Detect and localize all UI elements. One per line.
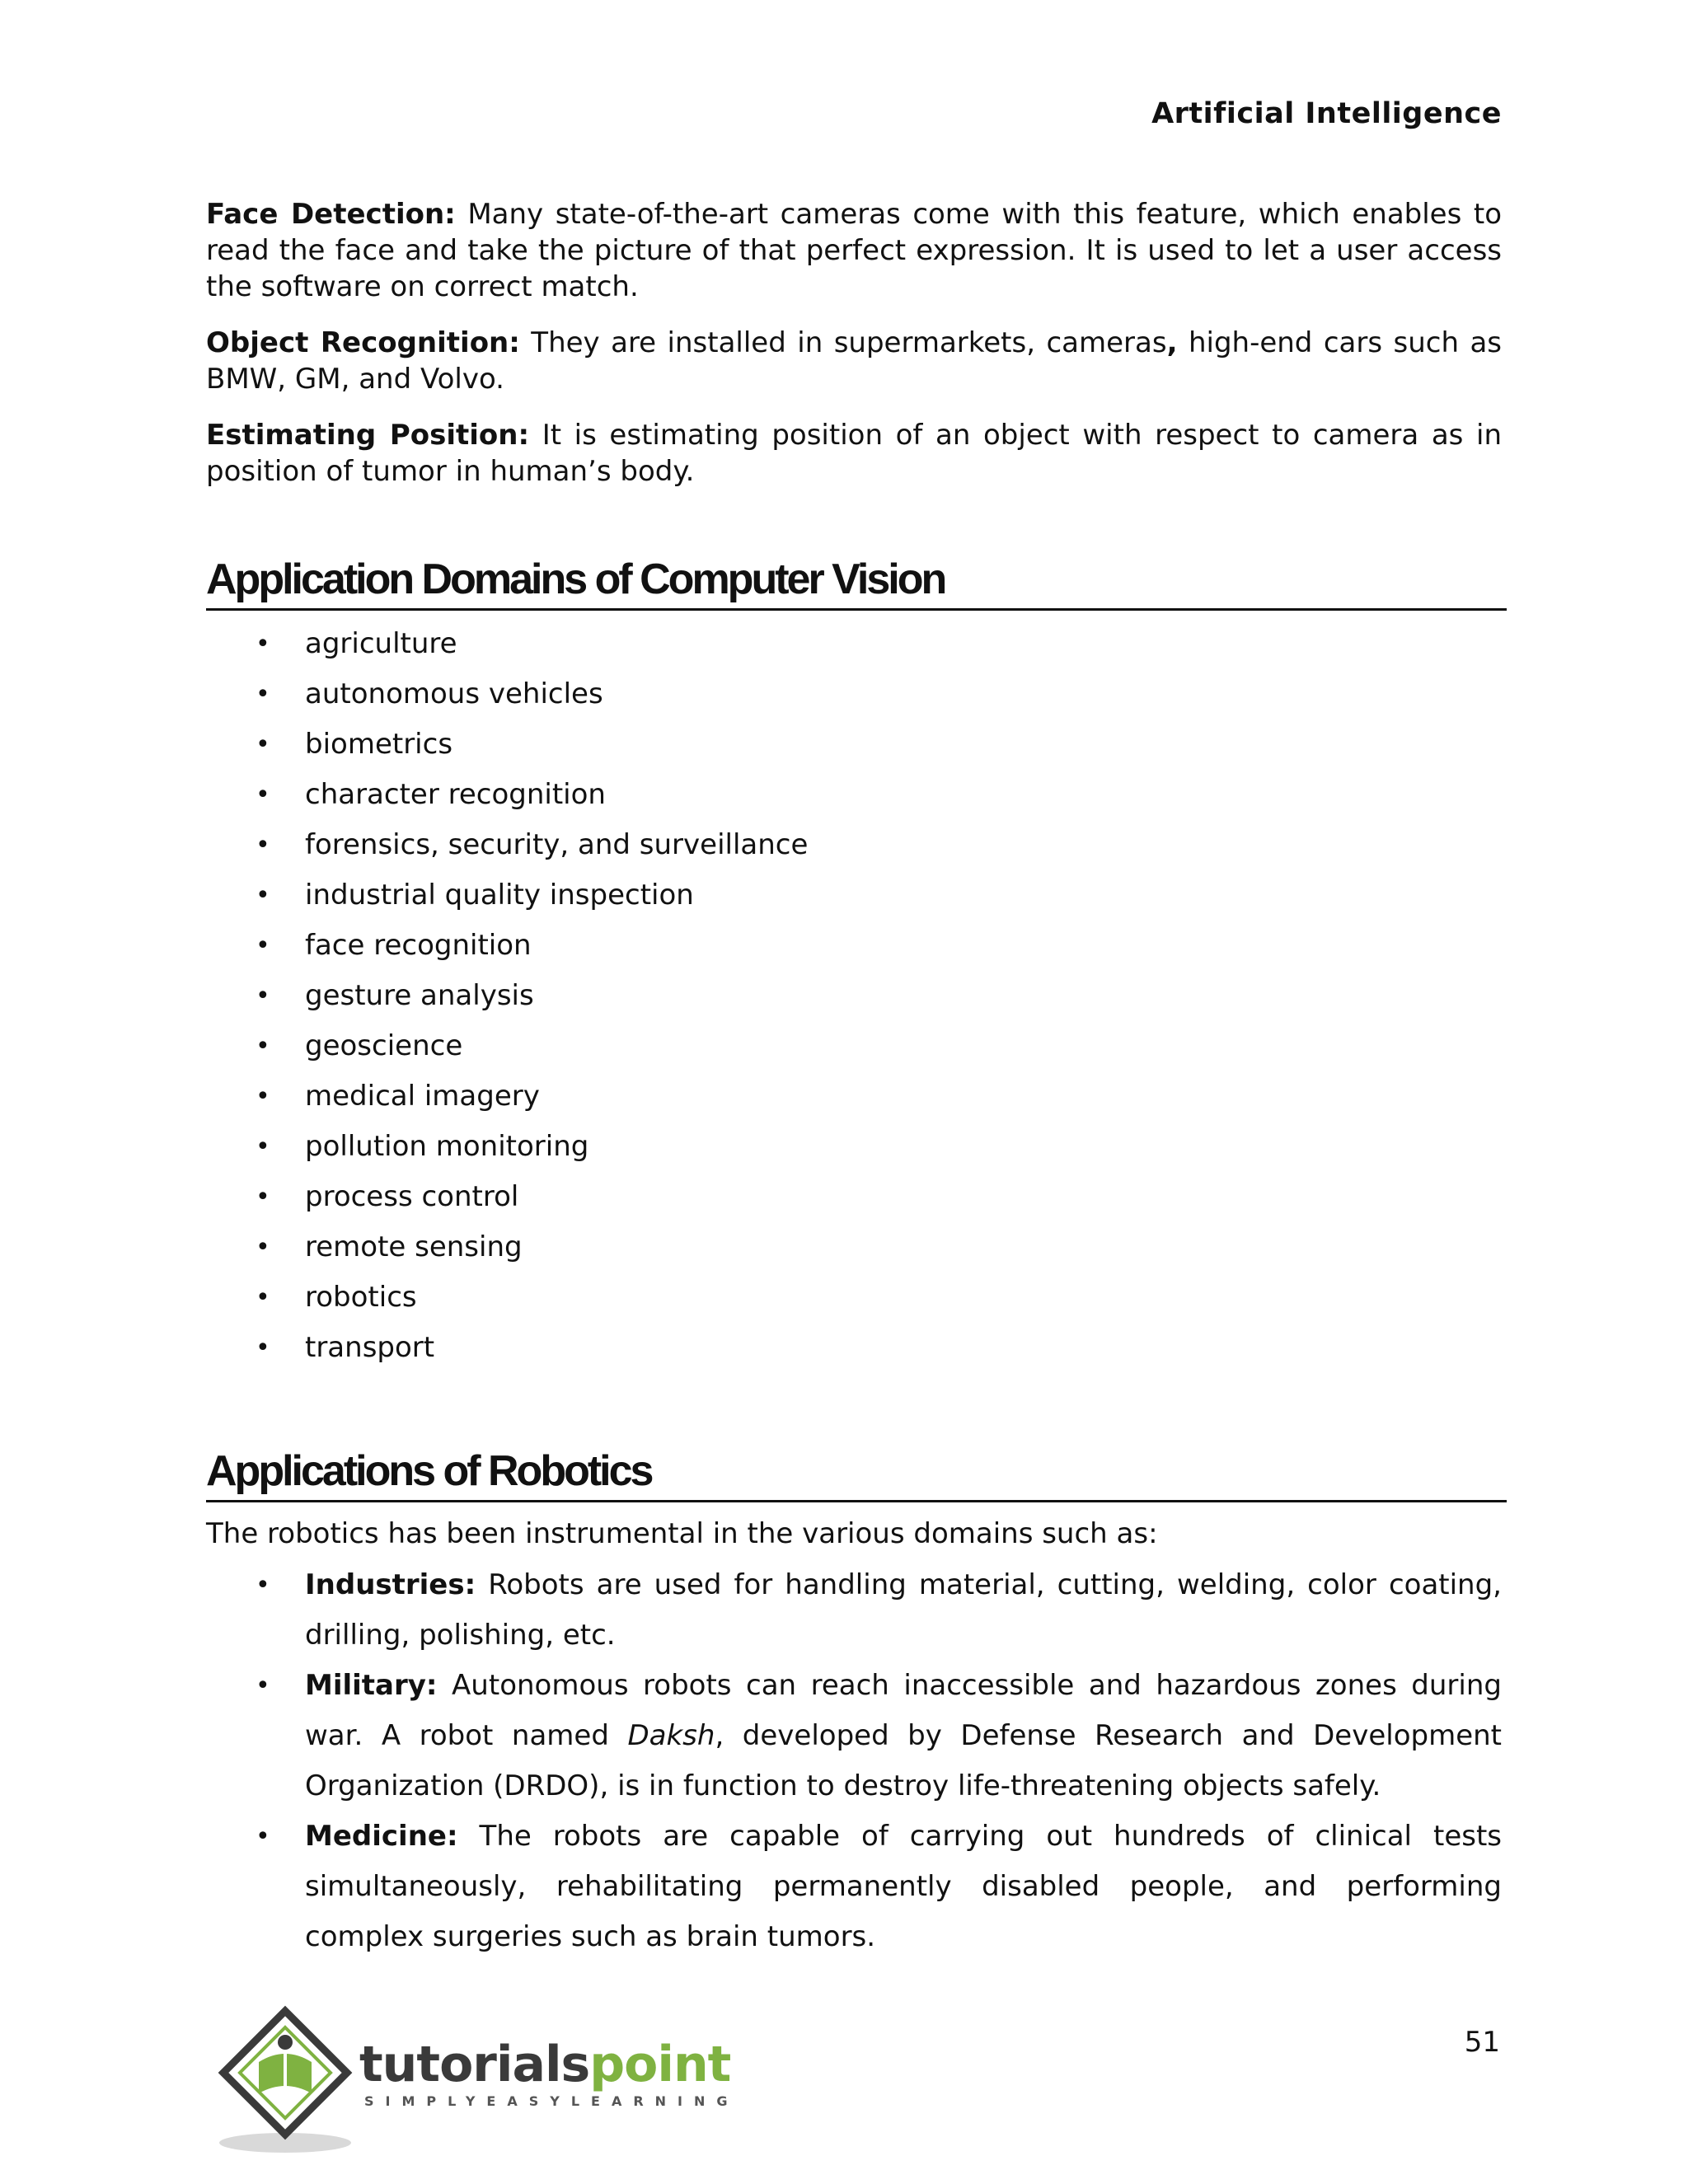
list-item-text: autonomous vehicles: [305, 677, 603, 710]
list-item-text: medical imagery: [305, 1080, 540, 1113]
bullet-icon: •: [256, 1283, 270, 1312]
list-item: [206, 921, 1502, 971]
text-estimating-position: It is estimating position of an object with respect to camera as in position of tumor in human’s body.: [206, 419, 1503, 488]
list-item-medicine: [206, 1811, 1502, 1962]
text-object-recognition-comma: ,: [1166, 326, 1178, 359]
term-medicine: Medicine:: [305, 1820, 458, 1853]
list-item-text: agriculture: [305, 627, 457, 660]
list-item: [206, 1122, 1502, 1172]
list-item: [206, 1071, 1502, 1122]
logo-word-tutorials: tutorials: [359, 2036, 590, 2093]
list-item: [206, 1021, 1502, 1071]
list-item-text: pollution monitoring: [305, 1130, 589, 1163]
list-item-military: [206, 1661, 1502, 1811]
list-item-text: industrial quality inspection: [305, 879, 694, 912]
running-header: Artificial Intelligence: [1151, 97, 1502, 130]
list-item-text: character recognition: [305, 778, 606, 811]
text-object-recognition-a: They are installed in supermarkets, cameras: [519, 326, 1167, 359]
list-item: [206, 1222, 1502, 1272]
bullet-icon: •: [256, 630, 270, 658]
bullet-icon: •: [256, 1082, 270, 1111]
paragraph-estimating-position: [206, 417, 1502, 490]
list-item: [206, 669, 1502, 719]
bullet-icon: •: [256, 931, 270, 960]
text-military-daksh: Daksh: [627, 1719, 715, 1752]
term-industries: Industries:: [305, 1568, 476, 1601]
list-item-text: process control: [305, 1180, 519, 1213]
text-object-recognition-b: high-end cars such as BMW, GM, and Volvo.: [206, 326, 1503, 396]
bullet-icon: •: [256, 730, 270, 759]
list-item: [206, 1172, 1502, 1222]
paragraph-face-detection: [206, 196, 1502, 305]
term-military: Military:: [305, 1669, 438, 1702]
text-military-b: , developed by Defense Research and Development Organization (DRDO), is in function to destroy life-threatening objects safely.: [305, 1719, 1502, 1802]
list-item-text: biometrics: [305, 728, 453, 761]
text-military-a: Autonomous robots can reach inaccessible and hazardous zones during war. A robot named: [305, 1669, 1502, 1752]
bullet-icon: •: [256, 1233, 270, 1262]
bullet-icon: •: [256, 1132, 270, 1161]
list-item: [206, 619, 1502, 669]
bullet-icon: •: [256, 982, 270, 1010]
list-computer-vision-domains: [206, 619, 1502, 1373]
list-item-industries: [206, 1560, 1502, 1661]
list-item-text: robotics: [305, 1281, 417, 1314]
bullet-icon: •: [256, 680, 270, 709]
bullet-icon: •: [256, 881, 270, 910]
bullet-icon: •: [256, 780, 270, 809]
list-item: [206, 820, 1502, 870]
text-face-detection: Many state-of-the-art cameras come with this feature, which enables to read the face and take the picture of that perfect expression. It is used to let a user access the software on correct match.: [206, 198, 1502, 303]
robotics-intro: The robotics has been instrumental in the various domains such as:: [206, 1517, 1158, 1550]
bullet-icon: •: [256, 1032, 270, 1061]
bullet-icon: •: [256, 1671, 270, 1700]
list-item: [206, 971, 1502, 1021]
tutorialspoint-logo: [211, 2003, 738, 2159]
list-item-text: transport: [305, 1331, 435, 1364]
bullet-icon: •: [256, 1183, 270, 1212]
list-item: [206, 770, 1502, 820]
text-industries: Robots are used for handling material, cutting, welding, color coating, drilling, polishing, etc.: [305, 1568, 1502, 1652]
list-robotics-applications: [206, 1560, 1502, 1962]
list-item-text: remote sensing: [305, 1230, 523, 1263]
term-estimating-position: Estimating Position:: [206, 419, 530, 452]
list-item-text: geoscience: [305, 1029, 463, 1062]
logo-tagline: SIMPLYEASYLEARNING: [364, 2093, 739, 2109]
list-item: [206, 870, 1502, 921]
bullet-icon: •: [256, 1571, 270, 1600]
heading-robotics-applications: Applications of Robotics: [206, 1446, 1507, 1502]
list-item-text: face recognition: [305, 929, 532, 962]
bullet-icon: •: [256, 831, 270, 860]
list-item-text: forensics, security, and surveillance: [305, 828, 809, 861]
logo-word-point: point: [589, 2036, 731, 2093]
logo-wordmark: [359, 2037, 730, 2092]
list-item: [206, 1323, 1502, 1373]
page-content: [206, 196, 1502, 1962]
text-medicine: The robots are capable of carrying out hundreds of clinical tests simultaneously, rehabilitating permanently disabled people, and performing complex surgeries such as brain tumors.: [305, 1820, 1502, 1953]
paragraph-object-recognition: [206, 325, 1502, 397]
list-item: [206, 719, 1502, 770]
term-object-recognition: Object Recognition:: [206, 326, 520, 359]
bullet-icon: •: [256, 1333, 270, 1362]
list-item-text: gesture analysis: [305, 979, 534, 1012]
list-item: [206, 1272, 1502, 1323]
term-face-detection: Face Detection:: [206, 198, 456, 231]
heading-computer-vision-domains: Application Domains of Computer Vision: [206, 554, 1507, 611]
page-number: 51: [1464, 2026, 1500, 2059]
bullet-icon: •: [256, 1822, 270, 1851]
